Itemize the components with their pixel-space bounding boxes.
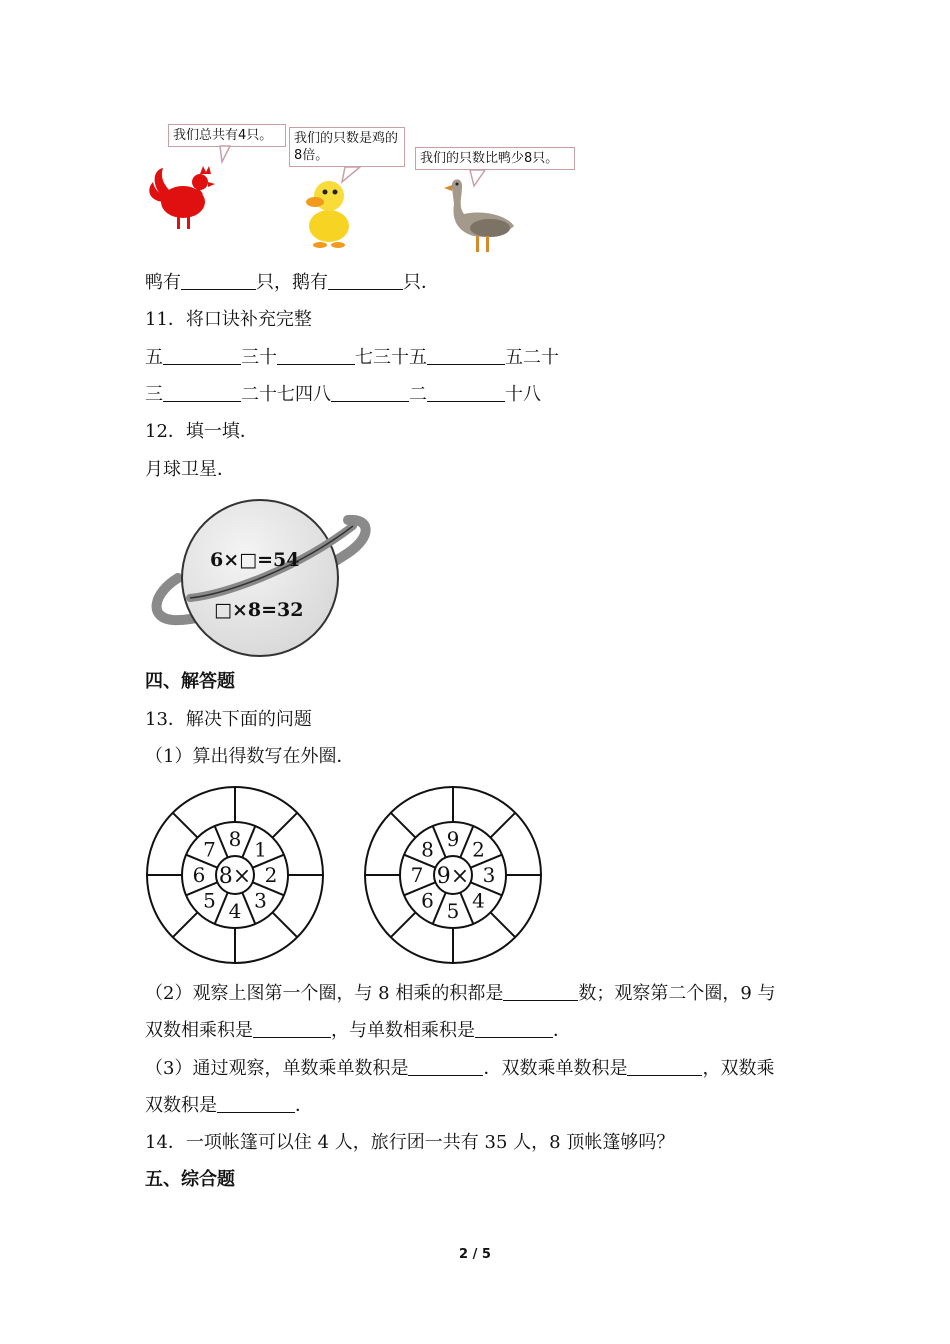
text: 双数相乘积是 bbox=[145, 1020, 253, 1041]
wheel-number: 8 bbox=[421, 837, 434, 862]
blank[interactable] bbox=[277, 346, 355, 365]
duck-icon bbox=[298, 168, 360, 250]
text: （3）通过观察，单数乘单数积是 bbox=[145, 1058, 409, 1079]
text: ，双数乘 bbox=[702, 1058, 775, 1079]
outer-spoke bbox=[391, 813, 416, 838]
q10-answer-line bbox=[145, 271, 439, 295]
outer-spoke bbox=[272, 813, 297, 838]
multiplication-wheel-1 bbox=[145, 785, 327, 967]
text: 三 bbox=[145, 384, 163, 405]
text: 只． bbox=[403, 272, 439, 293]
text: 五二十 bbox=[505, 347, 559, 368]
text: ． bbox=[295, 1095, 313, 1116]
wheel-number: 3 bbox=[254, 888, 267, 913]
wheel-number: 5 bbox=[203, 888, 216, 913]
wheel-number: 7 bbox=[410, 863, 424, 887]
q13-part-3-line-2 bbox=[145, 1094, 313, 1118]
inner-spoke bbox=[215, 893, 228, 924]
q13-part-2-line-2 bbox=[145, 1019, 571, 1043]
text: 二 bbox=[409, 384, 427, 405]
text: ，与单数相乘积是 bbox=[331, 1020, 475, 1041]
rooster-speech-bubble: 我们总共有4只。 bbox=[168, 124, 286, 147]
blank[interactable] bbox=[163, 346, 241, 365]
text: 双数积是 bbox=[145, 1095, 217, 1116]
q11-title: 11．将口诀补充完整 bbox=[145, 309, 312, 330]
q13-part-1: （1）算出得数写在外圈． bbox=[145, 746, 355, 767]
outer-spoke bbox=[490, 912, 515, 937]
wheel-number: 9 bbox=[446, 827, 460, 851]
blank[interactable] bbox=[408, 1057, 483, 1076]
q11-row-1 bbox=[145, 346, 559, 370]
wheel-2-center: 9× bbox=[436, 864, 470, 889]
duck-speech-bubble: 我们的只数是鸡的8倍。 bbox=[289, 127, 405, 167]
blank[interactable] bbox=[217, 1094, 295, 1113]
wheel-1-center: 8× bbox=[218, 864, 252, 889]
blank[interactable] bbox=[427, 383, 505, 402]
rooster-icon bbox=[145, 160, 225, 235]
inner-spoke bbox=[215, 826, 228, 857]
text: （2）观察上图第一个圈，与 8 相乘的积都是 bbox=[145, 983, 504, 1004]
text: 只，鹅有 bbox=[256, 272, 328, 293]
wheel-number: 5 bbox=[446, 899, 460, 923]
inner-spoke bbox=[433, 893, 446, 924]
equation-1: 6×□=54 bbox=[210, 549, 300, 571]
goose-count-blank[interactable] bbox=[328, 271, 403, 290]
q13-title: 13．解决下面的问题 bbox=[145, 709, 312, 730]
blank[interactable] bbox=[331, 383, 409, 402]
outer-spoke bbox=[272, 912, 297, 937]
q14-title: 14．一项帐篷可以住 4 人，旅行团一共有 35 人，8 顶帐篷够吗？ bbox=[145, 1132, 675, 1153]
wheel-number: 6 bbox=[421, 888, 434, 913]
blank[interactable] bbox=[163, 383, 241, 402]
q12-subtitle: 月球卫星． bbox=[145, 459, 235, 480]
outer-spoke bbox=[490, 813, 515, 838]
goose-icon bbox=[440, 170, 520, 258]
page-number: 2 / 5 bbox=[459, 1247, 491, 1262]
equation-2: □×8=32 bbox=[214, 599, 304, 621]
section-5-heading: 五、综合题 bbox=[145, 1169, 235, 1190]
blank[interactable] bbox=[427, 346, 505, 365]
text: 鸭有 bbox=[145, 272, 181, 293]
text: ． bbox=[553, 1020, 571, 1041]
wheel-number: 3 bbox=[482, 863, 496, 887]
blank[interactable] bbox=[475, 1019, 553, 1038]
q13-part-3-line-1 bbox=[145, 1057, 774, 1081]
outer-spoke bbox=[391, 912, 416, 937]
duck-count-blank[interactable] bbox=[181, 271, 256, 290]
wheel-number: 6 bbox=[192, 863, 206, 887]
wheel-number: 2 bbox=[264, 863, 278, 887]
q12-title: 12．填一填． bbox=[145, 421, 258, 442]
text: 七三十五 bbox=[355, 347, 427, 368]
blank[interactable] bbox=[253, 1019, 331, 1038]
goose-speech-bubble: 我们的只数比鸭少8只。 bbox=[415, 147, 575, 170]
text: 三十 bbox=[241, 347, 277, 368]
wheel-number: 2 bbox=[472, 837, 485, 862]
text: 十八 bbox=[505, 384, 541, 405]
text: 二十七四八 bbox=[241, 384, 331, 405]
wheel-number: 1 bbox=[254, 837, 267, 862]
wheel-number: 4 bbox=[472, 888, 485, 913]
q13-part-2-line-1 bbox=[145, 982, 776, 1006]
outer-spoke bbox=[173, 813, 198, 838]
outer-spoke bbox=[173, 912, 198, 937]
text: 数；观察第二个圈，9 与 bbox=[578, 983, 776, 1004]
moon-satellite-figure bbox=[148, 498, 373, 660]
blank[interactable] bbox=[627, 1057, 702, 1076]
multiplication-wheel-2 bbox=[363, 785, 545, 967]
q11-row-2 bbox=[145, 383, 541, 407]
text: 五 bbox=[145, 347, 163, 368]
wheel-number: 7 bbox=[203, 837, 216, 862]
section-4-heading: 四、解答题 bbox=[145, 671, 235, 692]
wheel-number: 8 bbox=[228, 827, 242, 851]
blank[interactable] bbox=[503, 982, 578, 1001]
text: ．双数乘单数积是 bbox=[483, 1058, 628, 1079]
wheel-number: 4 bbox=[228, 899, 242, 923]
inner-spoke bbox=[433, 826, 446, 857]
